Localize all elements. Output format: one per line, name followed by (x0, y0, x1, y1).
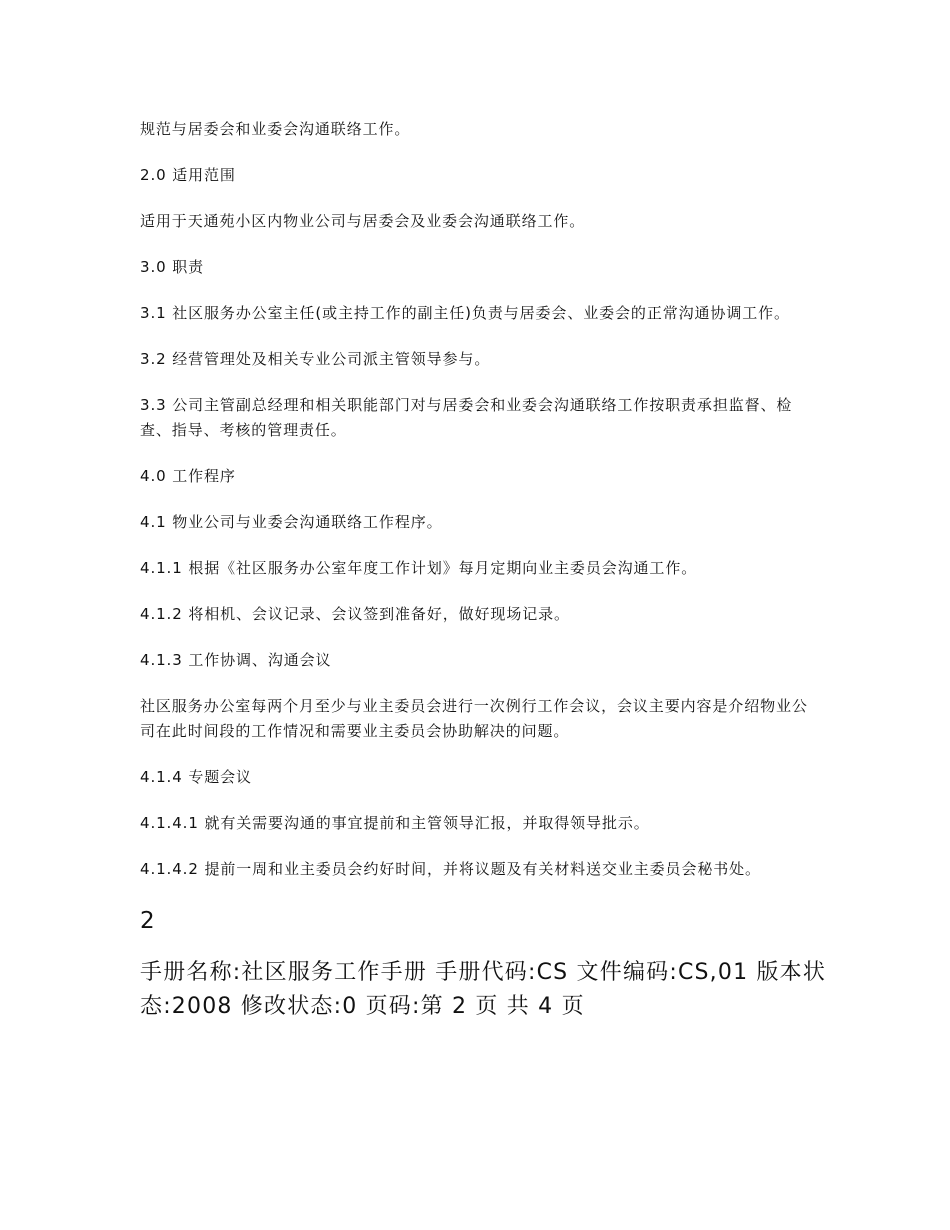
paragraph-4-1-4-1: 4.1.4.1 就有关需要沟通的事宜提前和主管领导汇报，并取得领导批示。 (140, 814, 650, 832)
heading-applicable-scope: 2.0 适用范围 (140, 166, 236, 184)
heading-work-procedure: 4.0 工作程序 (140, 467, 236, 485)
paragraph-4-1-2: 4.1.2 将相机、会议记录、会议签到准备好，做好现场记录。 (140, 605, 570, 623)
paragraph-4-1-4-2: 4.1.4.2 提前一周和业主委员会约好时间，并将议题及有关材料送交业主委员会秘书处。 (140, 860, 761, 878)
paragraph-4-1-4: 4.1.4 专题会议 (140, 768, 252, 786)
page-number: 2 (140, 908, 155, 934)
paragraph-applicable-scope: 适用于天通苑小区内物业公司与居委会及业委会沟通联络工作。 (140, 212, 586, 230)
heading-responsibilities: 3.0 职责 (140, 258, 205, 276)
paragraph-3-2: 3.2 经营管理处及相关专业公司派主管领导参与。 (140, 350, 491, 368)
paragraph-4-1: 4.1 物业公司与业委会沟通联络工作程序。 (140, 513, 443, 531)
paragraph-scope-end: 规范与居委会和业委会沟通联络工作。 (140, 120, 411, 138)
paragraph-3-1: 3.1 社区服务办公室主任(或主持工作的副主任)负责与居委会、业委会的正常沟通协调工作。 (140, 304, 790, 322)
paragraph-4-1-3: 4.1.3 工作协调、沟通会议 (140, 651, 332, 669)
paragraph-meeting-content: 社区服务办公室每两个月至少与业主委员会进行一次例行工作会议，会议主要内容是介绍物业公司在此时间段的工作情况和需要业主委员会协助解决的问题。 (140, 697, 808, 740)
paragraph-4-1-1: 4.1.1 根据《社区服务办公室年度工作计划》每月定期向业主委员会沟通工作。 (140, 559, 698, 577)
document-footer: 手册名称:社区服务工作手册 手册代码:CS 文件编码:CS,01 版本状态:2008 修改状态:0 页码:第 2 页 共 4 页 (140, 960, 827, 1019)
paragraph-3-3: 3.3 公司主管副总经理和相关职能部门对与居委会和业委会沟通联络工作按职责承担监督、检查、指导、考核的管理责任。 (140, 396, 793, 439)
